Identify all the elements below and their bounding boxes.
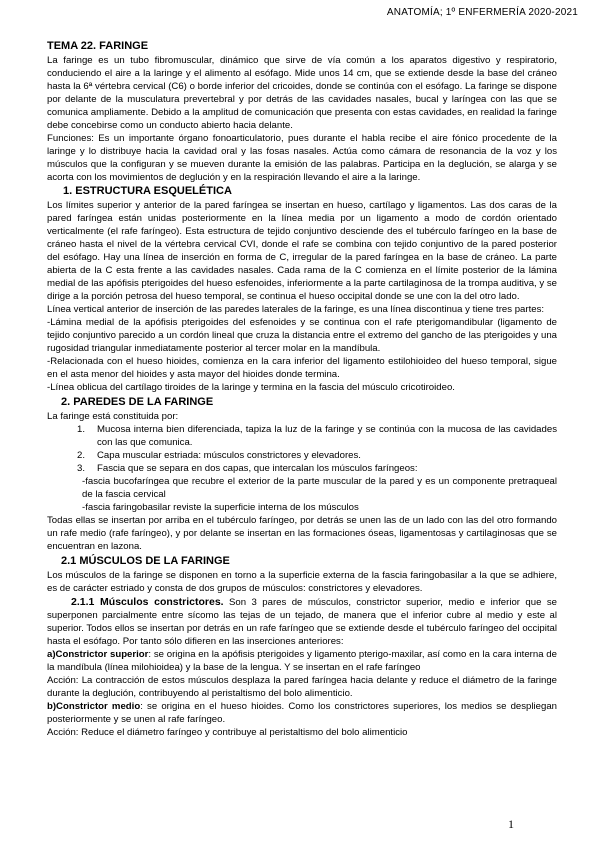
page-number: 1 xyxy=(508,817,514,831)
insertion-line-paragraph: Línea vertical anterior de inserción de las paredes laterales de la faringe, es una línea discontinua y tiene tres partes: xyxy=(47,304,545,315)
functions-paragraph: Funciones: Es un importante órgano fonoarticulatorio, pues durante el habla recibe el aire fónico procedente de la laringe y lo distribuye hacia la cavidad oral y las fosas nasales. Actúa como cámara de resonancia de la voz y los músculos que la configuran y se mueven durante la emisión de las palabras. Participa en la deglución, se alarga y se acorta con los movimientos de deglución y en la respiración llevando el aire a la laringe. xyxy=(47,133,557,183)
section-heading-muscles: 2.1 MÚSCULOS DE LA FARINGE xyxy=(61,555,230,567)
insertion-part-1: -Lámina medial de la apófisis pterigoides del esfenoides y se continua con el rafe pterigomandibular (ligamento de tejido conjuntivo parecido a un cordón lineal que cruza la distancia entre el extremo del gancho de las pterigoides y una rugosidad triangular inmediatamente posterior al tercer molar en la mandíbula. xyxy=(47,317,557,354)
subsection-heading-constrictors: 2.1.1 Músculos constrictores. xyxy=(71,596,224,608)
insertion-part-3: -Línea oblicua del cartílago tiroides de la laringe y termina en la fascia del músculo cricotiroideo. xyxy=(47,382,455,393)
list-item: 1. Mucosa interna bien diferenciada, tapiza la luz de la faringe y se continúa con la mucosa de las cavidades con las que comunica. xyxy=(77,424,557,448)
constrictors-paragraph: 2.1.1 Músculos constrictores. Son 3 pares de músculos, constrictor superior, medio e inferior que se superponen parcialmente entre sícomo las tejas de un tejado, de manera que el inferior cubre al medio y este al superior. Todos ellos se insertan por detrás en un rafe faríngeo que se extiende desde el tubérculo faríngeo del occipital hasta el esófago. Por tanto sólo difieren en las inserciones anteriores: xyxy=(47,596,557,647)
section-heading-walls: 2. PAREDES DE LA FARINGE xyxy=(61,396,214,408)
walls-lead: La faringe está constituida por: xyxy=(47,411,179,422)
fascia-subitem: -fascia bucofaríngea que recubre el exterior de la parte muscular de la pared y es un componente pretraqueal de la fascia cervical xyxy=(82,476,557,500)
walls-list xyxy=(47,423,557,475)
intro-paragraph: La faringe es un tubo fibromuscular, dinámico que sirve de vía común a los aparatos digestivo y respiratorio, conduciendo el aire a la laringe y el alimento al esófago. Mide unos 14 cm, que se extiende desde la base del cráneo hasta la 6ª vértebra cervical (C6) o borde inferior del cricoides, donde se continúa con el esófago. La faringe se dispone por delante de la musculatura prevertebral y por detrás de las cavidades nasales, bucal y laríngea con las que se comunica ampliamente. Debido a la amplitud de comunicación que presenta con estas cavidades, en realidad la faringe debe concebirse como un conducto abierto hacia delante. xyxy=(47,55,557,131)
list-item: 3. Fascia que se separa en dos capas, que intercalan los músculos faríngeos: xyxy=(77,463,418,474)
running-header: ANATOMÍA; 1º ENFERMERÍA 2020-2021 xyxy=(386,7,578,18)
list-item: 2. Capa muscular estriada: músculos constrictores y elevadores. xyxy=(77,450,361,461)
page-title: TEMA 22. FARINGE xyxy=(47,40,149,52)
structure-paragraph: Los límites superior y anterior de la pared faríngea se insertan en hueso, cartílago y ligamentos. Las dos caras de la pared faríngea están unidas posteriormente en la línea media por un ligamento a modo de cordón orientado verticalmente (el rafe faríngeo). Esta estructura de tejido conjuntivo desciende des el tubérculo faríngeo en la base de cráneo hasta el nivel de la vértebra cervical CVI, donde el rafe se combina con tejido conjuntivo de la pared posterior del esófago. Hay una línea de inserción en forma de C, irregular de la pared faríngea en la base de cráneo. La parte abierta de la C esta frente a las cavidades nasales. Cada rama de la C comienza en el límite posterior de la lámina medial de las apófisis pterigoides del hueso esfenoides, inferiormente a la parte cartilaginosa de la trompa auditiva, y se dirige a la porción petrosa del hueso temporal, se continua el hueso occipital donde se une con la del otro lado. xyxy=(47,200,557,302)
walls-closing-paragraph: Todas ellas se insertan por arriba en el tubérculo faríngeo, por detrás se unen las de un lado con las del otro formando un rafe medio (rafe faríngeo), y por delante se insertan en las formaciones óseas, ligamentosas y cartilaginosas que se encuentran en lazona. xyxy=(47,515,557,552)
superior-constrictor-action: Acción: La contracción de estos músculos desplaza la pared faríngea hacia delante y reduce el diámetro de la faringe durante la deglución, contribuyendo al peristaltismo del bolo alimenticio. xyxy=(47,675,557,699)
middle-constrictor: b)Constrictor medio: se origina en el hueso hioides. Como los constrictores superiores, los medios se despliegan posteriormente y se unen al rafe faríngeo. xyxy=(47,701,557,725)
fascia-subitem: -fascia faringobasilar reviste la superficie interna de los músculos xyxy=(82,502,359,513)
section-heading-structure: 1. ESTRUCTURA ESQUELÉTICA xyxy=(63,185,232,197)
insertion-part-2: -Relacionada con el hueso hioides, comienza en la cara inferior del ligamento estilohioideo del hueso temporal, sigue en el asta menor del hioides y asta mayor del hioides donde termina. xyxy=(47,356,557,380)
middle-constrictor-action: Acción: Reduce el diámetro faríngeo y contribuye al peristaltismo del bolo alimenticio xyxy=(47,727,408,738)
superior-constrictor: a)Constrictor superior: se origina en la apófisis pterigoides y ligamento pterigo-maxilar, así como en la cara interna de la mandíbula (línea milohioidea) y la base de la lengua. Y se insertan en el rafe faríngeo xyxy=(47,649,557,673)
muscles-paragraph: Los músculos de la faringe se disponen en torno a la superficie externa de la fascia faringobasilar a la que se adhiere, es de carácter estriado y consta de dos grupos de músculos: constrictores y elevadores. xyxy=(47,570,557,594)
document-body xyxy=(47,40,557,739)
